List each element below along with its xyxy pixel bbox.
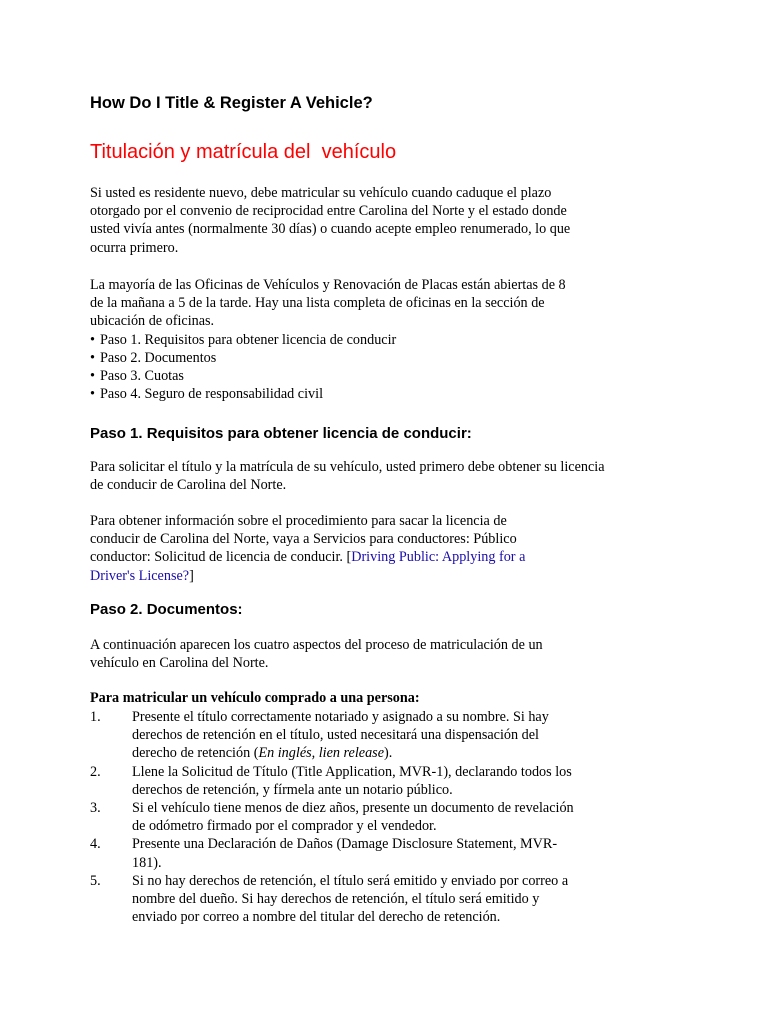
text-line: La mayoría de las Oficinas de Vehículos y Renovación de Placas están abiertas de 8 — [90, 277, 566, 293]
text-line: Para obtener información sobre el procedimiento para sacar la licencia de — [90, 513, 507, 529]
intro-paragraph — [90, 184, 650, 257]
step1-paragraph-1 — [90, 458, 650, 494]
step2-heading: Paso 2. Documentos: — [90, 601, 243, 618]
list-number: 1. — [90, 709, 101, 725]
text-line: de la mañana a 5 de la tarde. Hay una lista completa de oficinas en la sección de — [90, 295, 545, 312]
list-item: 3. Si el vehículo tiene menos de diez años, presente un documento de revelación de odómetro firmado por el comprador y el vendedor. — [90, 800, 574, 835]
list-item: 5. Si no hay derechos de retención, el título será emitido y enviado por correo a nombre del dueño. Si hay derechos de retención, el título será emitido y enviado por correo a nombre del titular del derecho de retención. — [90, 872, 569, 926]
page-title: How Do I Title & Register A Vehicle? — [90, 94, 373, 112]
text-line: de conducir de Carolina del Norte. — [90, 477, 287, 494]
text-line: vehículo en Carolina del Norte. — [90, 655, 269, 672]
bullet-icon: • — [90, 349, 95, 366]
step1-heading: Paso 1. Requisitos para obtener licencia de conducir: — [90, 425, 472, 442]
text-line: otorgado por el convenio de reciprocidad entre Carolina del Norte y el estado donde — [90, 203, 567, 220]
list-number: 2. — [90, 763, 101, 780]
list-number: 5. — [90, 872, 101, 889]
text-line: conductor: Solicitud de licencia de conducir. [Driving Public: Applying for a — [90, 549, 526, 566]
bullet-icon: • — [90, 368, 95, 385]
text-line: Driver's License?] — [90, 567, 194, 584]
list-item: 2. Llene la Solicitud de Título (Title Application, MVR-1), declarando todos los derechos de retención, y fírmela ante un notario público. — [90, 763, 572, 798]
list-number: 4. — [90, 836, 101, 853]
text-line: A continuación aparecen los cuatro aspectos del proceso de matriculación de un — [90, 637, 543, 653]
text-line: conducir de Carolina del Norte, vaya a Servicios para conductores: Público — [90, 531, 517, 548]
list-number: 3. — [90, 800, 101, 817]
bullet-icon: • — [90, 331, 95, 348]
text-line: ubicación de oficinas. — [90, 313, 215, 330]
text-line: Para solicitar el título y la matrícula de su vehículo, usted primero debe obtener su licencia — [90, 459, 605, 475]
bullet-icon: • — [90, 386, 95, 403]
list-item: • Paso 3. Cuotas — [90, 368, 184, 385]
list-item: • Paso 1. Requisitos para obtener licencia de conducir — [90, 331, 397, 348]
offices-paragraph — [90, 276, 650, 403]
text-line: usted vivía antes (normalmente 30 días) o cuando acepte empleo renumerado, lo que — [90, 221, 571, 238]
step1-paragraph-2 — [90, 512, 650, 585]
step2-subheading: Para matricular un vehículo comprado a una persona: — [90, 690, 420, 706]
list-item: 1. Presente el título correctamente notariado y asignado a su nombre. Si hay derechos de retención en el título, usted necesitará una dispensación del derecho de retención (En inglés, lien release). — [90, 709, 549, 762]
step2-paragraph — [90, 636, 650, 672]
numbered-list — [90, 708, 630, 926]
text-line: Si usted es residente nuevo, debe matricular su vehículo cuando caduque el plazo — [90, 185, 552, 201]
drivers-license-link[interactable]: Driver's License? — [90, 567, 190, 584]
page-subtitle: Titulación y matrícula del vehículo — [90, 141, 397, 163]
list-item: • Paso 2. Documentos — [90, 349, 217, 366]
text-line: ocurra primero. — [90, 239, 179, 256]
driving-public-link[interactable]: Driving Public: Applying for a — [351, 549, 526, 566]
list-item: 4. Presente una Declaración de Daños (Damage Disclosure Statement, MVR- 181). — [90, 836, 558, 871]
list-item: • Paso 4. Seguro de responsabilidad civil — [90, 386, 324, 403]
